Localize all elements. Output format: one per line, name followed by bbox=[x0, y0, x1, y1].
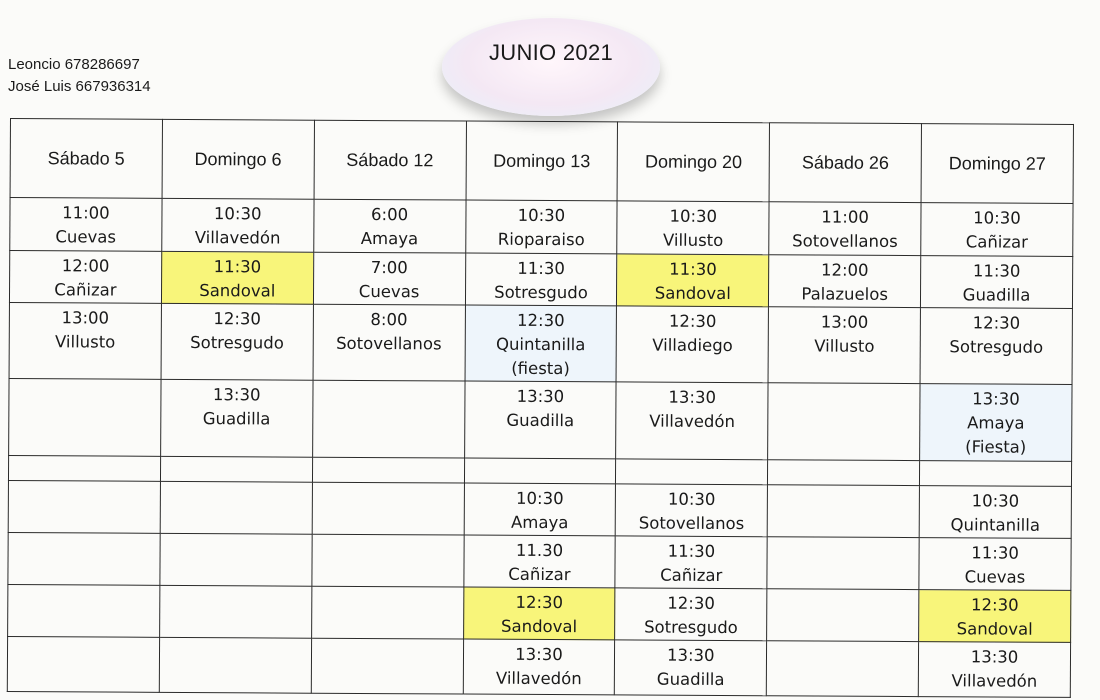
mass-place: Sotresgudo bbox=[949, 337, 1044, 357]
schedule-cell bbox=[9, 378, 161, 456]
mass-slot bbox=[769, 307, 920, 359]
mass-time: 12:30 bbox=[970, 595, 1019, 615]
mass-time: 11:30 bbox=[972, 261, 1021, 281]
schedule-cell bbox=[615, 588, 767, 641]
mass-slot bbox=[464, 536, 615, 588]
schedule-cell bbox=[616, 306, 768, 383]
mass-slot bbox=[769, 255, 920, 307]
schedule-cell bbox=[465, 305, 617, 382]
schedule-cell bbox=[162, 198, 314, 252]
table-row bbox=[8, 584, 1071, 642]
mass-slot bbox=[464, 484, 615, 536]
mass-place: Sotovellanos bbox=[336, 333, 442, 354]
mass-place: Cuevas bbox=[358, 281, 420, 302]
schedule-cell bbox=[617, 201, 769, 255]
schedule-cell bbox=[465, 200, 617, 254]
schedule-cell bbox=[313, 199, 465, 253]
mass-slot bbox=[615, 588, 766, 640]
mass-time: 12:30 bbox=[668, 311, 717, 331]
contact-leoncio: Leoncio 678286697 bbox=[8, 56, 140, 73]
mass-place: Guadilla bbox=[656, 669, 725, 689]
schedule-cell bbox=[9, 302, 161, 379]
mass-time: 13:30 bbox=[668, 387, 717, 407]
mass-time: 10:30 bbox=[517, 205, 566, 226]
mass-slot bbox=[463, 640, 614, 692]
mass-time: 13:30 bbox=[212, 385, 261, 405]
mass-time: 10:30 bbox=[669, 206, 718, 226]
mass-slot bbox=[162, 304, 313, 356]
mass-place: Amaya bbox=[360, 228, 419, 249]
mass-place: Villavedón bbox=[495, 668, 582, 689]
mass-slot bbox=[465, 382, 616, 434]
mass-slot bbox=[314, 200, 465, 252]
schedule-cell bbox=[767, 589, 919, 642]
page-title: JUNIO 2021 bbox=[488, 40, 614, 65]
mass-slot bbox=[313, 305, 464, 357]
mass-place: Sandoval bbox=[956, 619, 1033, 639]
header-row bbox=[10, 119, 1073, 204]
mass-slot bbox=[464, 588, 615, 640]
mass-place: Sotovellanos bbox=[638, 513, 745, 534]
mass-place: Sotresgudo bbox=[190, 333, 284, 353]
mass-slot bbox=[466, 201, 617, 253]
mass-slot bbox=[617, 306, 768, 358]
mass-slot bbox=[314, 253, 465, 305]
schedule-cell bbox=[616, 382, 768, 460]
schedule-cell bbox=[463, 535, 615, 588]
mass-place: Sandoval bbox=[501, 616, 578, 637]
schedule-cell bbox=[8, 455, 160, 481]
schedule-cell bbox=[920, 308, 1072, 385]
schedule-cell bbox=[919, 538, 1071, 591]
schedule-cell bbox=[767, 485, 919, 538]
schedule-cell bbox=[768, 460, 920, 486]
schedule-cell bbox=[920, 461, 1072, 487]
schedule-cell bbox=[768, 307, 920, 384]
header-domingo-13: Domingo 13 bbox=[466, 121, 618, 201]
mass-time: 7:00 bbox=[370, 258, 408, 278]
mass-time: 10:30 bbox=[667, 489, 716, 509]
mass-place: Palazuelos bbox=[801, 284, 889, 304]
schedule-cell bbox=[160, 533, 312, 586]
header-sabado-12: Sábado 12 bbox=[314, 120, 466, 200]
mass-time: 12:00 bbox=[61, 256, 110, 276]
schedule-cell bbox=[464, 483, 616, 536]
schedule-cell bbox=[161, 251, 313, 304]
contact-jose-luis: José Luis 667936314 bbox=[8, 78, 151, 95]
schedule-cell bbox=[160, 481, 312, 534]
schedule-cell bbox=[616, 459, 768, 485]
table-row bbox=[7, 636, 1070, 697]
mass-place: Cañizar bbox=[508, 564, 571, 585]
schedule-cell bbox=[9, 251, 161, 304]
mass-slot bbox=[161, 380, 312, 432]
schedule-cell bbox=[918, 642, 1070, 698]
header-sabado-26: Sábado 26 bbox=[769, 123, 921, 203]
mass-slot bbox=[465, 306, 616, 382]
mass-place: Sotresgudo bbox=[494, 282, 588, 303]
mass-place: Sandoval bbox=[654, 283, 731, 304]
schedule-body bbox=[7, 198, 1073, 698]
mass-slot bbox=[615, 640, 766, 692]
mass-slot bbox=[921, 256, 1072, 308]
schedule-cell bbox=[767, 641, 919, 697]
schedule-cell bbox=[465, 253, 617, 306]
mass-place: Guadilla bbox=[962, 285, 1031, 305]
mass-slot bbox=[921, 203, 1072, 255]
schedule-cell bbox=[921, 256, 1073, 309]
mass-time: 12:30 bbox=[516, 310, 565, 331]
mass-time: 13:00 bbox=[820, 312, 869, 332]
mass-time: 11:30 bbox=[971, 543, 1019, 563]
schedule-cell bbox=[8, 584, 160, 637]
mass-place: Cuevas bbox=[964, 567, 1026, 587]
mass-place: Amaya bbox=[510, 512, 569, 533]
mass-place: Villavedón bbox=[649, 411, 736, 432]
mass-place: Sotresgudo bbox=[644, 617, 738, 638]
mass-slot bbox=[162, 252, 313, 304]
mass-place: Cañizar bbox=[965, 232, 1029, 252]
mass-slot bbox=[920, 384, 1071, 460]
schedule-cell bbox=[617, 254, 769, 307]
schedule-cell bbox=[919, 486, 1071, 539]
schedule-cell bbox=[311, 638, 463, 694]
schedule-cell bbox=[10, 198, 162, 252]
schedule-cell bbox=[921, 203, 1073, 257]
schedule-cell bbox=[920, 384, 1072, 462]
mass-time: 13:00 bbox=[61, 308, 110, 328]
mass-slot bbox=[616, 484, 767, 536]
mass-slot bbox=[617, 254, 768, 306]
schedule-cell bbox=[312, 380, 464, 458]
schedule-cell bbox=[616, 484, 768, 537]
table-row bbox=[9, 251, 1072, 309]
mass-time: 13:30 bbox=[515, 644, 563, 665]
schedule-cell bbox=[160, 456, 312, 482]
mass-place: Villusto bbox=[54, 332, 116, 352]
mass-time: 10:30 bbox=[971, 491, 1020, 511]
mass-time: 12:30 bbox=[972, 313, 1021, 333]
schedule-cell bbox=[768, 383, 920, 461]
mass-time: 12:30 bbox=[213, 309, 261, 329]
schedule-cell bbox=[161, 303, 313, 380]
contacts-block bbox=[8, 54, 151, 98]
mass-time: 13:30 bbox=[970, 647, 1019, 667]
schedule-cell bbox=[311, 586, 463, 639]
header-domingo-27: Domingo 27 bbox=[921, 124, 1073, 204]
mass-place: Rioparaiso bbox=[497, 229, 585, 250]
table-row bbox=[9, 378, 1072, 461]
schedule-cell bbox=[159, 585, 311, 638]
mass-time: 11.30 bbox=[515, 540, 564, 561]
mass-place: Guadilla bbox=[506, 410, 575, 431]
mass-time: 13:30 bbox=[666, 645, 715, 665]
schedule-cell bbox=[769, 255, 921, 308]
schedule-cell bbox=[312, 534, 464, 587]
schedule-cell bbox=[919, 590, 1071, 643]
table-row bbox=[8, 532, 1071, 590]
mass-time: 11:30 bbox=[669, 259, 717, 279]
mass-slot bbox=[10, 198, 161, 250]
header-domingo-20: Domingo 20 bbox=[617, 122, 769, 202]
mass-place: Sotovellanos bbox=[792, 231, 898, 251]
mass-slot bbox=[465, 254, 616, 306]
schedule-cell bbox=[615, 640, 767, 696]
mass-time: 11:30 bbox=[667, 541, 716, 561]
mass-place: Amaya bbox=[967, 413, 1025, 433]
mass-slot bbox=[10, 251, 161, 303]
mass-time: 6:00 bbox=[370, 205, 409, 225]
schedule-cell bbox=[7, 636, 159, 692]
table-row bbox=[10, 198, 1073, 257]
schedule-cell bbox=[767, 537, 919, 590]
schedule-cell bbox=[313, 252, 465, 305]
mass-place: Cuevas bbox=[55, 227, 117, 247]
schedule-cell bbox=[313, 304, 465, 381]
schedule-table bbox=[7, 118, 1074, 698]
mass-time: 10:30 bbox=[213, 204, 262, 224]
mass-place: Villadiego bbox=[652, 335, 733, 356]
mass-place: Villavedón bbox=[194, 228, 281, 248]
mass-place: Quintanilla bbox=[495, 334, 586, 355]
schedule-cell bbox=[312, 457, 464, 483]
mass-slot bbox=[921, 308, 1072, 360]
header-sabado-5: Sábado 5 bbox=[10, 119, 162, 199]
mass-time: 11:30 bbox=[213, 257, 262, 277]
mass-time: 11:00 bbox=[821, 207, 869, 227]
mass-note: (fiesta) bbox=[511, 358, 570, 379]
mass-place: Guadilla bbox=[202, 409, 271, 429]
schedule-cell bbox=[463, 639, 615, 695]
mass-slot bbox=[769, 202, 920, 254]
mass-time: 11:00 bbox=[62, 203, 110, 223]
mass-place: Villavedón bbox=[951, 671, 1038, 691]
mass-note: (Fiesta) bbox=[965, 437, 1027, 457]
mass-slot bbox=[919, 590, 1070, 642]
schedule-cell bbox=[312, 482, 464, 535]
mass-time: 10:30 bbox=[516, 488, 564, 509]
schedule-cell bbox=[464, 381, 616, 459]
table-row bbox=[9, 302, 1072, 384]
table-row bbox=[8, 480, 1071, 538]
schedule-cell bbox=[463, 587, 615, 640]
schedule-cell bbox=[464, 458, 616, 484]
schedule-cell bbox=[160, 379, 312, 457]
mass-slot bbox=[919, 538, 1070, 590]
mass-place: Villusto bbox=[814, 336, 875, 356]
mass-time: 11:30 bbox=[517, 258, 565, 279]
mass-time: 12:30 bbox=[515, 592, 564, 613]
mass-time: 13:30 bbox=[516, 386, 565, 407]
mass-slot bbox=[616, 536, 767, 588]
mass-place: Villusto bbox=[662, 230, 724, 250]
mass-slot bbox=[10, 303, 161, 355]
mass-place: Cañizar bbox=[54, 280, 117, 300]
header-domingo-6: Domingo 6 bbox=[162, 119, 314, 199]
schedule-cell bbox=[8, 480, 160, 533]
mass-slot bbox=[162, 199, 313, 251]
mass-time: 10:30 bbox=[973, 208, 1021, 228]
mass-time: 13:30 bbox=[972, 389, 1020, 409]
mass-time: 12:00 bbox=[820, 260, 869, 280]
mass-time: 12:30 bbox=[667, 593, 715, 613]
mass-place: Cañizar bbox=[660, 565, 723, 585]
mass-place: Sandoval bbox=[199, 281, 276, 301]
mass-slot bbox=[617, 382, 768, 434]
schedule-cell bbox=[8, 532, 160, 585]
mass-slot bbox=[920, 486, 1071, 538]
mass-time: 8:00 bbox=[370, 310, 408, 330]
mass-slot bbox=[919, 642, 1070, 694]
schedule-cell bbox=[615, 536, 767, 589]
mass-place: Quintanilla bbox=[950, 515, 1041, 535]
schedule-cell bbox=[159, 637, 311, 693]
mass-slot bbox=[618, 201, 769, 253]
schedule-cell bbox=[769, 202, 921, 256]
title-oval bbox=[442, 18, 660, 116]
